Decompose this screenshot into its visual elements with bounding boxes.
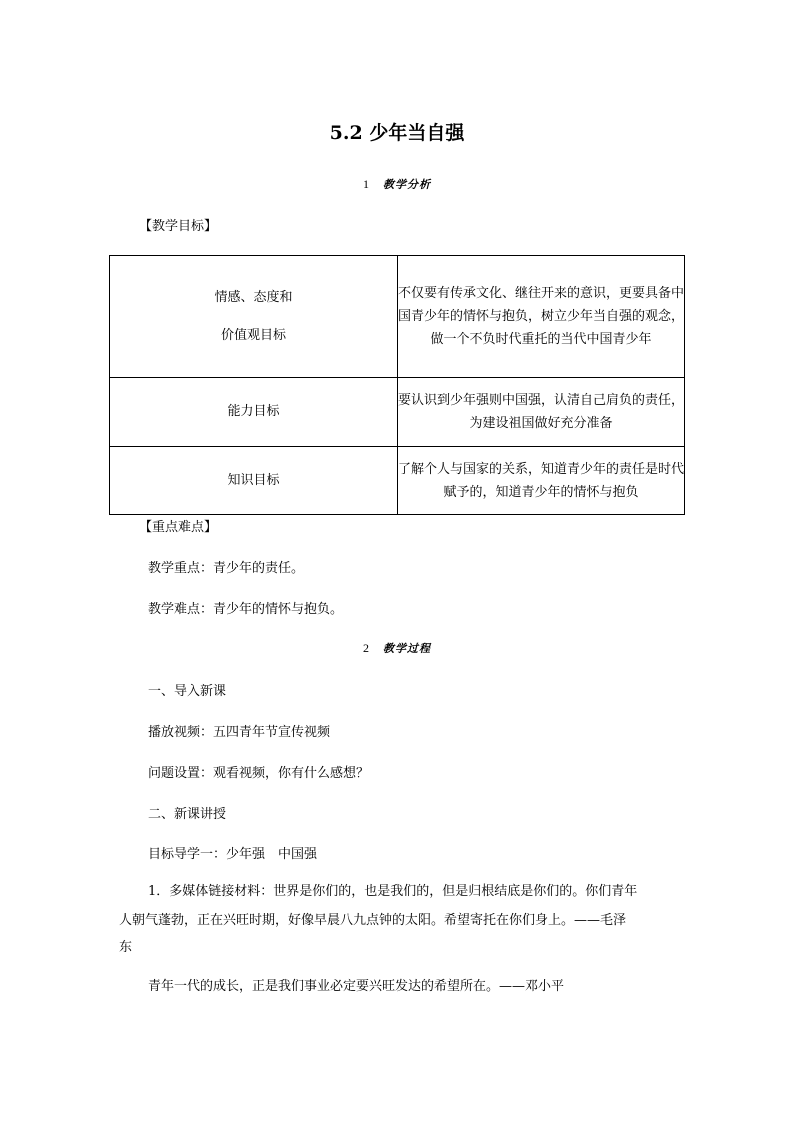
- goal-guide-heading: 目标导学一：少年强 中国强: [148, 847, 318, 862]
- section-heading-1: [0, 176, 794, 192]
- key-points-heading: 【重点难点】: [139, 520, 218, 535]
- goal-content-cell: 要认识到少年强则中国强，认清自己肩负的责任，为建设祖国做好充分准备: [398, 378, 685, 447]
- section-number: 2: [363, 641, 369, 655]
- goals-table: [109, 255, 685, 515]
- goal-content-cell: 了解个人与国家的关系，知道青少年的责任是时代赋予的，知道青少年的情怀与抱负: [398, 447, 685, 515]
- material-line: 人朝气蓬勃，正在兴旺时期，好像早晨八九点钟的太阳。希望寄托在你们身上。——毛泽: [119, 913, 627, 928]
- page-title: 5.2 少年当自强: [329, 122, 465, 144]
- part-heading-2: 二、新课讲授: [148, 807, 227, 822]
- difficult-point-text: 教学难点：青少年的情怀与抱负。: [148, 602, 344, 617]
- play-video-text: 播放视频：五四青年节宣传视频: [148, 725, 331, 740]
- material-line: 1．多媒体链接材料：世界是你们的，也是我们的，但是归根结底是你们的。你们青年: [148, 884, 638, 899]
- table-row: [110, 447, 685, 515]
- part-heading-1: 一、导入新课: [148, 684, 227, 699]
- goal-content-cell: 不仅要有传承文化、继往开来的意识，更要具备中国青少年的情怀与抱负，树立少年当自强的观念，做一个不负时代重托的当代中国青少年: [398, 256, 685, 378]
- goal-label-line2: 价值观目标: [220, 327, 286, 343]
- section-number: 1: [363, 177, 369, 191]
- table-row: [110, 378, 685, 447]
- goal-label-line1: 情感、态度和: [214, 289, 293, 305]
- section-heading-2: [0, 640, 794, 656]
- goal-label-cell: 能力目标: [110, 378, 398, 447]
- teaching-goals-heading: 【教学目标】: [139, 219, 218, 234]
- table-row: [110, 256, 685, 378]
- material-quote: 青年一代的成长，正是我们事业必定要兴旺发达的希望所在。——邓小平: [148, 979, 565, 994]
- section-title: 教学过程: [383, 642, 431, 655]
- goal-label-cell: [110, 256, 398, 378]
- section-title: 教学分析: [383, 178, 431, 191]
- goal-label-cell: 知识目标: [110, 447, 398, 515]
- question-text: 问题设置：观看视频，你有什么感想？: [148, 766, 370, 781]
- material-line: 东: [119, 940, 133, 955]
- key-point-text: 教学重点：青少年的责任。: [148, 561, 305, 576]
